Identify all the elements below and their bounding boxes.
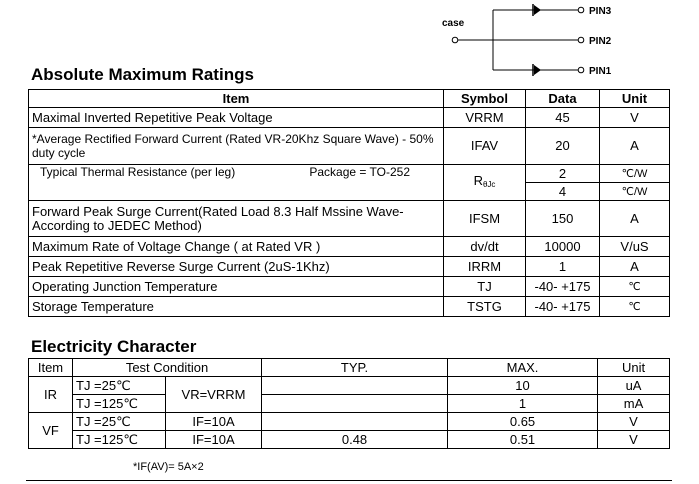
cell-unit: ℃ <box>600 277 670 297</box>
cell-typ: 0.48 <box>262 431 448 449</box>
amr-title: Absolute Maximum Ratings <box>31 65 254 84</box>
cell-temp: TJ =125℃ <box>73 395 166 413</box>
cell-symbol: TSTG <box>444 297 526 317</box>
ec-header-max: MAX. <box>448 359 598 377</box>
cell-unit: A <box>600 128 670 165</box>
case-label: case <box>442 18 465 29</box>
amr-header-item: Item <box>29 90 444 108</box>
cell-item <box>29 165 444 201</box>
ec-title: Electricity Character <box>31 337 197 356</box>
amr-header-symbol: Symbol <box>444 90 526 108</box>
amr-header-data: Data <box>526 90 600 108</box>
table-row <box>29 108 670 128</box>
cell-item: Forward Peak Surge Current(Rated Load 8.3 Half Mssine Wave-According to JEDEC Method) <box>29 201 444 237</box>
cell-temp: TJ =25℃ <box>73 377 166 395</box>
ec-header-typ: TYP. <box>262 359 448 377</box>
cell-condition: IF=10A <box>166 431 262 449</box>
cell-data: 20 <box>526 128 600 165</box>
symbol-subscript: θJc <box>482 179 496 189</box>
table-row <box>29 431 670 449</box>
cell-unit: V <box>598 413 670 431</box>
ec-item-vf: VF <box>29 413 73 449</box>
cell-unit: ℃/W <box>600 183 670 201</box>
pin3-terminal <box>578 7 584 13</box>
pin2-terminal <box>578 37 584 43</box>
pin1-terminal <box>578 67 584 73</box>
cell-temp: TJ =125℃ <box>73 431 166 449</box>
cell-typ <box>262 377 448 395</box>
cell-data: -40- +175 <box>526 297 600 317</box>
amr-header-unit: Unit <box>600 90 670 108</box>
cell-unit: uA <box>598 377 670 395</box>
ec-item-ir: IR <box>29 377 73 413</box>
cell-symbol <box>444 165 526 201</box>
cell-unit: V/uS <box>600 237 670 257</box>
cell-symbol: dv/dt <box>444 237 526 257</box>
cell-data: 150 <box>526 201 600 237</box>
cell-unit: A <box>600 201 670 237</box>
thermal-item-text <box>32 165 440 179</box>
cell-unit: V <box>600 108 670 128</box>
thermal-package-label: Package = TO-252 <box>309 165 410 179</box>
pin2-label: PIN2 <box>589 36 612 47</box>
electricity-character-table <box>28 358 670 449</box>
table-row <box>29 237 670 257</box>
thermal-item-label: Typical Thermal Resistance (per leg) <box>40 165 236 179</box>
table-row <box>29 413 670 431</box>
cell-max: 0.51 <box>448 431 598 449</box>
cell-item: Operating Junction Temperature <box>29 277 444 297</box>
pin-diagram <box>430 0 690 80</box>
cell-symbol: IFSM <box>444 201 526 237</box>
symbol-main: R <box>473 172 483 188</box>
cell-condition: IF=10A <box>166 413 262 431</box>
cell-unit: mA <box>598 395 670 413</box>
pin-schematic <box>430 0 690 80</box>
table-row <box>29 257 670 277</box>
diode-top-icon <box>533 4 541 16</box>
cell-item: Maximal Inverted Repetitive Peak Voltage <box>29 108 444 128</box>
absolute-max-ratings-table <box>28 89 670 317</box>
table-row <box>29 165 670 183</box>
cell-data: 2 <box>526 165 600 183</box>
cell-symbol: TJ <box>444 277 526 297</box>
case-terminal <box>452 37 458 43</box>
cell-item: Maximum Rate of Voltage Change ( at Rated VR ) <box>29 237 444 257</box>
cell-item: *Average Rectified Forward Current (Rated VR-20Khz Square Wave) - 50% duty cycle <box>29 128 444 165</box>
footnote: *IF(AV)= 5A×2 <box>133 461 204 473</box>
ec-header-unit: Unit <box>598 359 670 377</box>
table-row <box>29 297 670 317</box>
cell-symbol: IRRM <box>444 257 526 277</box>
cell-data: 4 <box>526 183 600 201</box>
table-row <box>29 395 670 413</box>
cell-unit: ℃ <box>600 297 670 317</box>
cell-max: 1 <box>448 395 598 413</box>
pin1-label: PIN1 <box>589 66 612 77</box>
cell-data: 45 <box>526 108 600 128</box>
table-row <box>29 377 670 395</box>
cell-data: -40- +175 <box>526 277 600 297</box>
cell-data: 10000 <box>526 237 600 257</box>
table-row <box>29 128 670 165</box>
ec-header-condition: Test Condition <box>73 359 262 377</box>
cell-unit: V <box>598 431 670 449</box>
cell-unit: A <box>600 257 670 277</box>
cell-max: 0.65 <box>448 413 598 431</box>
cell-typ <box>262 413 448 431</box>
amr-header-row <box>29 90 670 108</box>
cell-symbol: VRRM <box>444 108 526 128</box>
diode-bottom-icon <box>533 64 541 76</box>
cell-item: Storage Temperature <box>29 297 444 317</box>
bottom-rule <box>26 480 672 481</box>
cell-data: 1 <box>526 257 600 277</box>
cell-typ <box>262 395 448 413</box>
pin3-label: PIN3 <box>589 6 612 17</box>
table-row <box>29 201 670 237</box>
cell-item: Peak Repetitive Reverse Surge Current (2uS-1Khz) <box>29 257 444 277</box>
ec-header-row <box>29 359 670 377</box>
table-row <box>29 277 670 297</box>
cell-unit: ℃/W <box>600 165 670 183</box>
cell-symbol: IFAV <box>444 128 526 165</box>
cell-condition: VR=VRRM <box>166 377 262 413</box>
cell-max: 10 <box>448 377 598 395</box>
cell-temp: TJ =25℃ <box>73 413 166 431</box>
ec-header-item: Item <box>29 359 73 377</box>
